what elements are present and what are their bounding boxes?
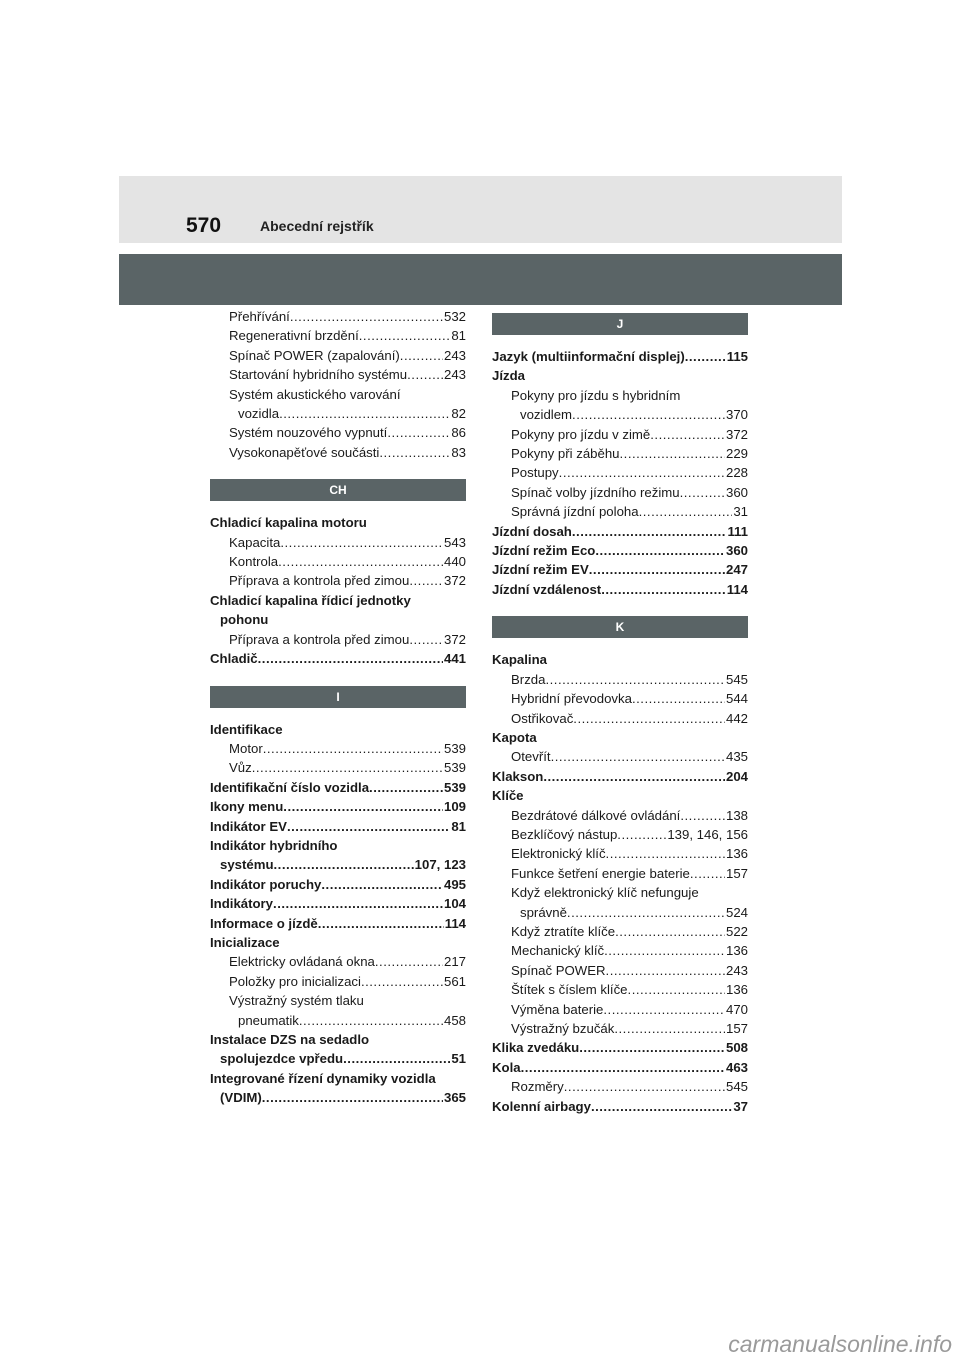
dot-leader — [606, 961, 725, 980]
index-entry[interactable] — [492, 1077, 748, 1096]
index-entry-text: (VDIM) — [220, 1090, 262, 1106]
index-entry-text: Jazyk (multiinformační displej) — [492, 349, 685, 364]
index-page-number[interactable]: 247 — [725, 562, 748, 578]
dot-leader — [545, 670, 725, 689]
index-entry-text: Regenerativní brzdění — [229, 328, 359, 344]
index-entry[interactable] — [492, 405, 748, 424]
index-letter-heading: CH — [210, 479, 466, 501]
index-column-right — [492, 313, 748, 1116]
index-page-number[interactable]: 114 — [726, 581, 748, 597]
index-page-number[interactable]: 136 — [725, 943, 748, 959]
index-page-number[interactable]: 440 — [443, 554, 466, 570]
dot-leader — [278, 552, 443, 571]
index-subentry-text: Výstražný systém tlaku — [229, 993, 364, 1009]
index-heading: Integrované řízení dynamiky vozidla — [210, 1070, 436, 1086]
index-entry-text: Bezdrátové dálkové ovládání — [511, 807, 681, 823]
index-entry[interactable] — [210, 649, 466, 668]
index-page-number[interactable]: 204 — [725, 768, 748, 784]
index-page-number[interactable]: 372 — [443, 631, 466, 647]
dot-leader — [290, 307, 443, 326]
dot-leader — [359, 326, 451, 345]
index-entry-text: Kolenní airbagy — [492, 1098, 591, 1114]
dot-leader — [321, 875, 443, 894]
index-entry-text: Chladič — [210, 651, 258, 667]
index-entry-text: Kola — [492, 1059, 521, 1075]
index-page-number[interactable]: 157 — [725, 1021, 748, 1036]
index-page-number[interactable]: 561 — [443, 973, 466, 989]
index-entry-text: Vysokonapěťové součásti — [229, 444, 380, 460]
dot-leader — [299, 1011, 443, 1030]
index-page-number[interactable]: 539 — [443, 779, 466, 795]
dot-leader — [567, 903, 725, 922]
dot-leader — [258, 649, 443, 668]
index-entry[interactable] — [210, 1088, 466, 1107]
index-page-number[interactable]: 545 — [725, 671, 748, 687]
index-entry[interactable] — [492, 980, 748, 999]
index-entry[interactable] — [210, 778, 466, 797]
index-page-number[interactable]: 115 — [726, 349, 748, 364]
index-heading: Identifikace — [210, 721, 283, 737]
index-entry-text: Jízdní vzdálenost — [492, 581, 602, 597]
index-entry[interactable] — [210, 404, 466, 423]
index-page-number[interactable]: 104 — [443, 896, 466, 912]
index-page-number[interactable]: 545 — [725, 1079, 748, 1095]
index-heading: Klíče — [492, 788, 524, 804]
dot-leader — [573, 709, 725, 728]
index-entry[interactable] — [210, 1049, 466, 1068]
index-entry-text: Postupy — [511, 465, 559, 481]
page-number: 570 — [186, 214, 222, 237]
index-page-number[interactable]: 539 — [443, 760, 466, 776]
index-entry[interactable] — [492, 483, 748, 502]
header-dark-band — [119, 254, 842, 305]
dot-leader — [620, 444, 725, 463]
index-page-number[interactable]: 139, 146, 156 — [667, 826, 748, 842]
index-entry-text: Přehřívání — [229, 309, 290, 324]
dot-leader — [274, 855, 414, 874]
index-entry[interactable] — [210, 326, 466, 345]
index-entry-text: Otevřít — [511, 749, 551, 765]
dot-leader — [379, 443, 450, 462]
index-heading: Indikátor hybridního — [210, 837, 338, 853]
index-entry-text: Rozměry — [511, 1079, 564, 1095]
index-heading: Inicializace — [210, 934, 280, 950]
index-page-number[interactable]: 539 — [443, 740, 466, 756]
index-entry-text: Když ztratíte klíče — [511, 923, 616, 939]
index-entry[interactable] — [210, 1011, 466, 1030]
index-page-number[interactable]: 51 — [451, 1051, 466, 1067]
dot-leader — [572, 522, 727, 541]
index-entry-text: Příprava a kontrola před zimou — [229, 631, 410, 647]
index-page-number[interactable]: 370 — [725, 407, 748, 423]
dot-leader — [559, 463, 725, 482]
index-page-number[interactable]: 360 — [725, 484, 748, 500]
index-page-number[interactable]: 522 — [725, 923, 748, 939]
index-entry-text: Jízdní dosah — [492, 523, 572, 539]
index-entry-text: Položky pro inicializaci — [229, 973, 361, 989]
index-entry-text: Funkce šetření energie baterie — [511, 865, 690, 881]
index-entry-text: Kontrola — [229, 554, 279, 570]
index-entry[interactable] — [492, 825, 748, 844]
index-entry[interactable] — [492, 1038, 748, 1057]
index-entry[interactable] — [492, 844, 748, 863]
index-entry[interactable] — [492, 767, 748, 786]
index-page-number[interactable]: 107, 123 — [414, 857, 466, 873]
index-entry-text: vozidla — [238, 406, 280, 422]
dot-leader — [343, 1049, 450, 1068]
index-entry[interactable] — [492, 1097, 748, 1116]
index-heading: Chladicí kapalina řídicí jednotky — [210, 592, 411, 608]
index-page-number[interactable]: 229 — [725, 446, 748, 462]
dot-leader — [601, 580, 726, 599]
index-entry[interactable] — [492, 709, 748, 728]
dot-leader — [564, 1077, 725, 1096]
index-entry[interactable] — [492, 541, 748, 560]
index-entry[interactable] — [492, 941, 748, 960]
index-page-number[interactable]: 495 — [443, 876, 466, 892]
header-band — [119, 176, 842, 243]
index-page-number[interactable]: 83 — [451, 444, 466, 460]
index-heading: Instalace DZS na sedadlo — [210, 1032, 370, 1047]
index-page-number[interactable]: 138 — [725, 807, 748, 823]
index-entry[interactable] — [210, 797, 466, 816]
index-page-number[interactable]: 31 — [733, 504, 748, 520]
index-entry-text: Indikátory — [210, 896, 274, 912]
index-entry-text: Elektricky ovládaná okna — [229, 954, 375, 970]
index-entry[interactable] — [210, 952, 466, 971]
index-page-number[interactable]: 157 — [725, 865, 748, 881]
dot-leader — [690, 864, 725, 883]
index-entry[interactable] — [210, 914, 466, 933]
dot-leader — [603, 1000, 725, 1019]
index-page-number[interactable]: 441 — [443, 651, 466, 667]
index-entry-text: Klika zvedáku — [492, 1040, 580, 1056]
index-entry[interactable] — [210, 630, 466, 649]
index-page-number[interactable]: 81 — [451, 818, 466, 834]
index-page-number[interactable]: 136 — [725, 982, 748, 998]
dot-leader — [680, 806, 725, 825]
index-entry[interactable] — [492, 522, 748, 541]
dot-leader — [407, 365, 443, 384]
index-entry[interactable] — [210, 855, 466, 874]
index-entry-text: Jízdní režim Eco — [492, 543, 596, 559]
index-entry[interactable] — [492, 689, 748, 708]
index-page-number[interactable]: 544 — [725, 691, 748, 707]
dot-leader — [604, 941, 725, 960]
index-entry-text: Motor — [229, 740, 263, 756]
index-entry-text: Indikátor poruchy — [210, 876, 322, 892]
index-entry-text: Ikony menu — [210, 799, 284, 815]
index-page-number[interactable]: 81 — [451, 328, 466, 344]
index-page-number[interactable]: 532 — [443, 309, 466, 324]
index-entry[interactable] — [210, 875, 466, 894]
index-entry-text: vozidlem — [520, 407, 573, 423]
index-entry[interactable] — [210, 307, 466, 326]
index-column-left — [210, 307, 466, 1108]
index-entry[interactable] — [492, 1000, 748, 1019]
index-entry-text: Hybridní převodovka — [511, 691, 632, 707]
index-entry[interactable] — [492, 580, 748, 599]
dot-leader — [617, 825, 666, 844]
dot-leader — [615, 922, 725, 941]
index-entry-text: Brzda — [511, 671, 546, 687]
index-entry[interactable] — [210, 423, 466, 442]
index-page-number[interactable]: 243 — [443, 347, 466, 363]
dot-leader — [650, 425, 725, 444]
index-page-number[interactable]: 463 — [725, 1059, 748, 1075]
index-entry[interactable] — [492, 1019, 748, 1038]
index-entry[interactable] — [492, 560, 748, 579]
index-entry[interactable] — [210, 346, 466, 365]
index-entry-text: správně — [520, 904, 567, 920]
dot-leader — [279, 404, 450, 423]
index-entry-text: Startování hybridního systému — [229, 367, 408, 383]
index-entry-text: systému — [220, 857, 274, 873]
dot-leader — [387, 423, 450, 442]
index-page-number[interactable]: 37 — [733, 1098, 748, 1114]
index-entry-text: Klakson — [492, 768, 544, 784]
index-entry-text: Indikátor EV — [210, 818, 287, 834]
index-entry[interactable] — [210, 894, 466, 913]
watermark: carmanualsonline.info — [728, 1331, 952, 1357]
index-entry[interactable] — [492, 502, 748, 521]
dot-leader — [369, 778, 443, 797]
index-entry-text: Vůz — [229, 760, 252, 776]
index-entry[interactable] — [492, 463, 748, 482]
index-heading: pohonu — [220, 612, 269, 628]
index-entry-text: Spínač POWER — [511, 962, 606, 978]
index-entry[interactable] — [210, 443, 466, 462]
dot-leader — [361, 972, 443, 991]
index-page-number[interactable]: 243 — [725, 962, 748, 978]
index-entry[interactable] — [492, 922, 748, 941]
dot-leader — [595, 541, 725, 560]
index-page-number[interactable]: 524 — [725, 904, 748, 920]
index-entry[interactable] — [210, 365, 466, 384]
dot-leader — [632, 689, 725, 708]
index-page-number[interactable]: 109 — [443, 799, 466, 815]
index-page-number[interactable]: 435 — [725, 749, 748, 765]
index-entry[interactable] — [492, 747, 748, 766]
index-subentry-text: Když elektronický klíč nefunguje — [511, 885, 699, 901]
index-entry-text: Informace o jízdě — [210, 915, 318, 931]
index-entry-text: Bezklíčový nástup — [511, 826, 618, 842]
index-entry[interactable] — [492, 864, 748, 883]
index-page-number[interactable]: 243 — [443, 367, 466, 383]
index-entry[interactable] — [492, 347, 748, 366]
index-entry[interactable] — [210, 817, 466, 836]
index-entry[interactable] — [210, 533, 466, 552]
section-title: Abecední rejstřík — [260, 218, 374, 234]
index-entry-text: Systém nouzového vypnutí — [229, 425, 388, 441]
dot-leader — [273, 894, 443, 913]
dot-leader — [589, 560, 725, 579]
index-page-number[interactable]: 372 — [443, 573, 466, 589]
index-entry[interactable] — [210, 972, 466, 991]
dot-leader — [628, 980, 725, 999]
dot-leader — [521, 1058, 725, 1077]
dot-leader — [639, 502, 733, 521]
index-entry-text: Pokyny při záběhu — [511, 446, 620, 462]
index-entry-text: pneumatik — [238, 1012, 299, 1028]
index-entry-text: Ostřikovač — [511, 710, 574, 726]
dot-leader — [287, 817, 450, 836]
index-entry-text: Spínač volby jízdního režimu — [511, 484, 680, 500]
index-entry[interactable] — [210, 739, 466, 758]
index-entry-text: Mechanický klíč — [511, 943, 605, 959]
dot-leader — [262, 1088, 443, 1107]
index-subentry-text: Pokyny pro jízdu s hybridním — [511, 387, 681, 403]
index-page-number[interactable]: 365 — [443, 1090, 466, 1106]
index-page-number[interactable]: 111 — [727, 523, 748, 539]
index-entry-text: Kapacita — [229, 534, 281, 550]
index-page-number[interactable]: 136 — [725, 846, 748, 862]
index-entry-text: Spínač POWER (zapalování) — [229, 347, 400, 363]
dot-leader — [318, 914, 444, 933]
dot-leader — [400, 346, 443, 365]
index-entry[interactable] — [492, 961, 748, 980]
index-heading: Kapota — [492, 729, 537, 745]
dot-leader — [591, 1097, 732, 1116]
index-entry-text: Identifikační číslo vozidla — [210, 779, 370, 795]
index-letter-heading: I — [210, 686, 466, 708]
index-entry[interactable] — [492, 806, 748, 825]
index-page-number[interactable]: 217 — [443, 954, 466, 970]
dot-leader — [606, 844, 725, 863]
dot-leader — [263, 739, 443, 758]
dot-leader — [375, 952, 443, 971]
index-heading: Chladicí kapalina motoru — [210, 515, 367, 531]
index-entry[interactable] — [210, 571, 466, 590]
index-page-number[interactable]: 372 — [725, 426, 748, 442]
dot-leader — [409, 571, 443, 590]
index-entry-text: Výměna baterie — [511, 1001, 604, 1017]
index-entry[interactable] — [210, 758, 466, 777]
index-entry-text: Příprava a kontrola před zimou — [229, 573, 410, 589]
index-entry[interactable] — [210, 552, 466, 571]
index-entry-text: Jízdní režim EV — [492, 562, 589, 578]
index-page-number[interactable]: 86 — [451, 425, 466, 441]
index-page-number[interactable]: 82 — [451, 406, 466, 422]
dot-leader — [252, 758, 443, 777]
dot-leader — [614, 1019, 725, 1038]
index-heading: Jízda — [492, 368, 525, 384]
dot-leader — [280, 533, 443, 552]
index-entry-text: Správná jízdní poloha — [511, 504, 639, 520]
dot-leader — [283, 797, 443, 816]
index-entry[interactable] — [492, 903, 748, 922]
dot-leader — [680, 483, 725, 502]
dot-leader — [572, 405, 725, 424]
dot-leader — [685, 347, 726, 366]
index-page-number[interactable]: 360 — [725, 543, 748, 559]
index-page-number[interactable]: 458 — [443, 1012, 466, 1028]
index-entry-text: Výstražný bzučák — [511, 1021, 615, 1036]
index-page-number[interactable]: 543 — [443, 534, 466, 550]
index-entry-text: Elektronický klíč — [511, 846, 606, 862]
index-page-number[interactable]: 228 — [725, 465, 748, 481]
index-entry-text: Štítek s číslem klíče — [511, 982, 628, 998]
index-page-number[interactable]: 442 — [725, 710, 748, 726]
index-entry[interactable] — [492, 444, 748, 463]
index-page-number[interactable]: 114 — [444, 915, 466, 931]
dot-leader — [409, 630, 443, 649]
index-heading: Kapalina — [492, 652, 547, 668]
index-page-number[interactable]: 508 — [725, 1040, 748, 1056]
dot-leader — [543, 767, 725, 786]
index-entry[interactable] — [492, 670, 748, 689]
index-letter-heading: K — [492, 616, 748, 638]
index-subentry-text: Systém akustického varování — [229, 386, 401, 402]
index-entry[interactable] — [492, 425, 748, 444]
index-entry-text: spolujezdce vpředu — [220, 1051, 344, 1067]
index-page-number[interactable]: 470 — [725, 1001, 748, 1017]
index-letter-heading: J — [492, 313, 748, 335]
index-entry[interactable] — [492, 1058, 748, 1077]
dot-leader — [551, 747, 725, 766]
dot-leader — [579, 1038, 725, 1057]
index-entry-text: Pokyny pro jízdu v zimě — [511, 426, 651, 442]
